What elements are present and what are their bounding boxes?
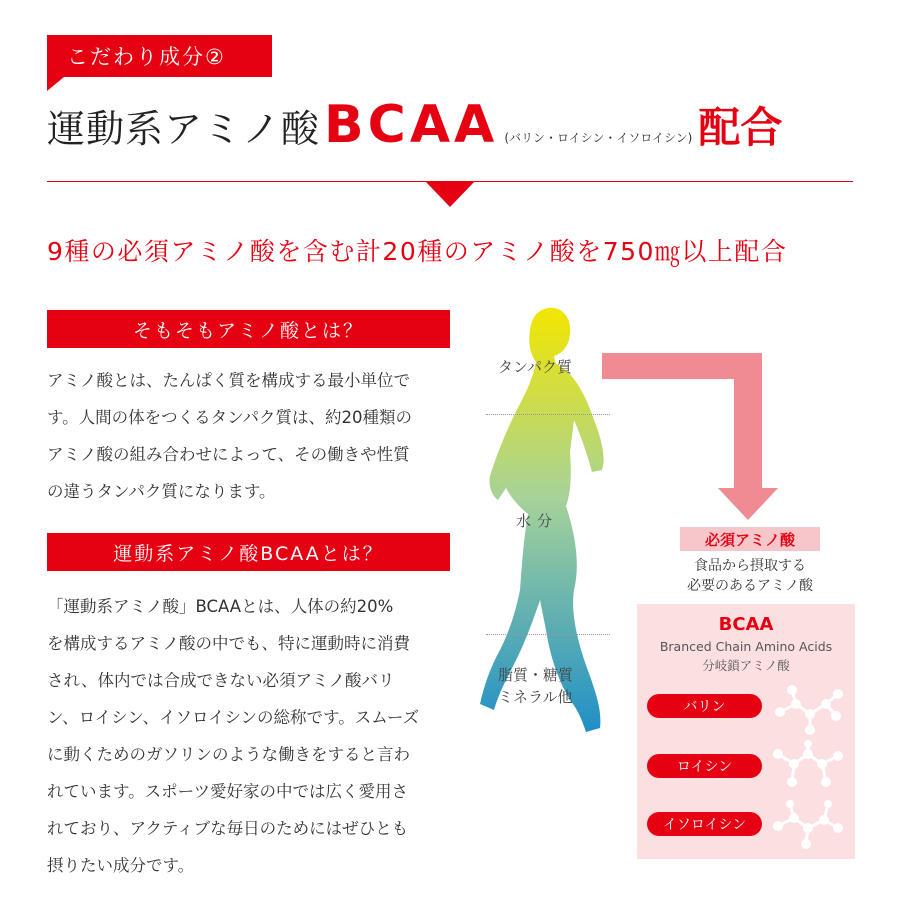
title-subtitle: (バリン・ロイシン・イソロイシン): [504, 131, 693, 145]
label-fat-line1: 脂質・糖質: [498, 666, 574, 684]
down-arrow-icon: [425, 181, 475, 207]
text-line: アミノ酸の組み合わせによって、その働きや性質: [47, 445, 410, 464]
page-title: [47, 95, 782, 170]
tag-tail: [47, 77, 64, 91]
text-line: 「運動系アミノ酸」BCAAとは、人体の約20%: [47, 597, 394, 616]
section-tag: [47, 35, 272, 77]
bcaa-title: BCAA: [718, 614, 774, 635]
text-line: れており、アクティブな毎日のためにはぜひとも: [47, 819, 409, 838]
text-line: の違うタンパク質になります。: [47, 482, 276, 501]
lead-text: 9種の必須アミノ酸を含む計20種のアミノ酸を750㎎以上配合: [47, 237, 788, 266]
label-fat-line2: ミネラル他: [498, 688, 573, 706]
text-line: れています。スポーツ愛好家の中では広く愛用さ: [47, 782, 409, 801]
connector-arrow-shaft: [734, 353, 762, 490]
text-line: を構成するアミノ酸の中でも、特に運動時に消費: [47, 634, 410, 653]
title-bcaa: BCAA: [324, 95, 499, 155]
desc-line: 必要のあるアミノ酸: [687, 578, 813, 594]
divider-dotted: [486, 414, 610, 415]
molecule-icon: [770, 740, 846, 796]
label-fat: [498, 664, 573, 708]
text-line: ン、ロイシン、イソロイシンの総称です。スムーズ: [47, 708, 420, 727]
label-protein: タンパク質: [498, 358, 572, 376]
title-end: 配合: [698, 103, 783, 152]
section1-heading-text: そもそもアミノ酸とは？: [132, 319, 364, 342]
text-line: 摂りたい成分です。: [47, 856, 195, 875]
molecule-icon: [770, 682, 846, 738]
bcaa-english: Branced Chain Amino Acids: [659, 639, 833, 654]
divider-dotted: [486, 634, 610, 635]
amino-pill-leucine: ロイシン: [647, 754, 762, 778]
title-main: 運動系アミノ酸: [47, 107, 321, 151]
section2-body: [47, 588, 457, 884]
section2-heading: [47, 533, 450, 571]
section-tag-label: こだわり成分②: [67, 45, 226, 69]
section1-body: [47, 362, 457, 510]
essential-amino-desc: [650, 556, 850, 596]
text-line: され、体内では合成できない必須アミノ酸バリ: [47, 671, 395, 690]
desc-line: 食品から摂取する: [694, 558, 806, 574]
amino-pill-valine: バリン: [647, 694, 762, 718]
molecule-icon: [770, 796, 846, 852]
section2-heading-text: 運動系アミノ酸BCAAとは？: [113, 542, 384, 565]
bcaa-japanese: 分岐鎖アミノ酸: [702, 658, 790, 673]
text-line: に動くためのガソリンのような働きをすると言わ: [47, 745, 410, 764]
arrow-head-icon: [718, 488, 778, 520]
amino-pill-isoleucine: イソロイシン: [647, 812, 762, 836]
label-water: 水分: [516, 512, 559, 530]
essential-amino-label: 必須アミノ酸: [680, 527, 820, 551]
text-line: す。人間の体をつくるタンパク質は、約20種類の: [47, 408, 413, 427]
text-line: アミノ酸とは、たんぱく質を構成する最小単位で: [47, 371, 410, 390]
section1-heading: [47, 310, 450, 348]
